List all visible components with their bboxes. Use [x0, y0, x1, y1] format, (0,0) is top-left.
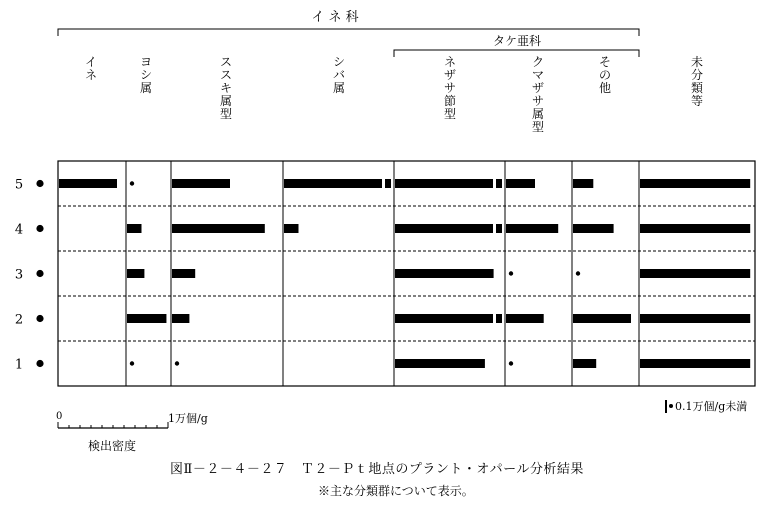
sample-label: 5	[14, 177, 24, 193]
density-bar	[172, 179, 230, 188]
category-label: シバ属	[332, 55, 346, 95]
sample-label: 2	[14, 312, 24, 328]
figure-note: ※主な分類群について表示。	[318, 484, 474, 498]
sample-marker	[36, 315, 43, 322]
density-bar	[640, 179, 750, 188]
density-bar	[395, 269, 494, 278]
density-bar-overflow	[385, 179, 391, 188]
sample-label: 3	[14, 267, 24, 283]
density-bar	[127, 269, 144, 278]
family-label: イ ネ 科	[311, 10, 359, 25]
legend	[665, 398, 747, 414]
scale-max-label: 1万個/g	[168, 412, 208, 425]
sample-marker	[36, 360, 43, 367]
family-bracket	[58, 29, 639, 36]
legend-bar-mark	[665, 400, 667, 413]
category-label: イネ	[84, 55, 98, 82]
trace-marker	[509, 271, 513, 275]
density-bar	[573, 359, 596, 368]
sample-label: 1	[14, 357, 24, 373]
density-bar	[172, 224, 265, 233]
category-label: ヨシ属	[139, 55, 153, 95]
trace-marker	[175, 361, 179, 365]
density-bar	[172, 314, 189, 323]
density-bar	[573, 179, 593, 188]
trace-marker	[509, 361, 513, 365]
category-label: 未分類等	[690, 55, 704, 108]
legend-text: 0.1万個/g未満	[675, 400, 748, 413]
category-label: その他	[598, 55, 612, 95]
density-bar-overflow	[496, 314, 502, 323]
density-bar	[284, 224, 299, 233]
figure-caption: 図Ⅱ－２－４－２７ Ｔ２－Ｐｔ地点のプラント・オパール分析結果	[170, 462, 584, 477]
sample-marker	[36, 225, 43, 232]
density-bar	[573, 314, 631, 323]
trace-marker	[130, 181, 134, 185]
density-bar	[395, 224, 493, 233]
density-bar-overflow	[496, 224, 502, 233]
density-bar	[573, 224, 614, 233]
density-bar	[640, 224, 750, 233]
legend-dot-mark	[669, 404, 673, 408]
density-bar-overflow	[496, 179, 502, 188]
scale-min-label: 0	[56, 411, 63, 422]
scale-label: 検出密度	[88, 439, 137, 453]
density-bar	[640, 269, 750, 278]
density-bar	[506, 224, 558, 233]
subfamily-label: タケ亜科	[492, 34, 542, 48]
density-bar	[395, 359, 485, 368]
density-bar	[640, 359, 750, 368]
density-bar	[395, 314, 493, 323]
density-bar	[127, 314, 166, 323]
category-label: ネザサ節型	[443, 55, 457, 121]
density-bar	[395, 179, 493, 188]
density-bar	[284, 179, 382, 188]
density-bar	[172, 269, 195, 278]
density-bar	[640, 314, 750, 323]
density-bar	[59, 179, 117, 188]
sample-label: 4	[14, 222, 24, 238]
density-bar	[506, 179, 535, 188]
category-label: ススキ属型	[219, 55, 233, 121]
sample-marker	[36, 270, 43, 277]
category-label: クマザサ属型	[531, 55, 545, 134]
sample-marker	[36, 180, 43, 187]
trace-marker	[576, 271, 580, 275]
density-bar	[506, 314, 544, 323]
density-bar	[127, 224, 142, 233]
trace-marker	[130, 361, 134, 365]
